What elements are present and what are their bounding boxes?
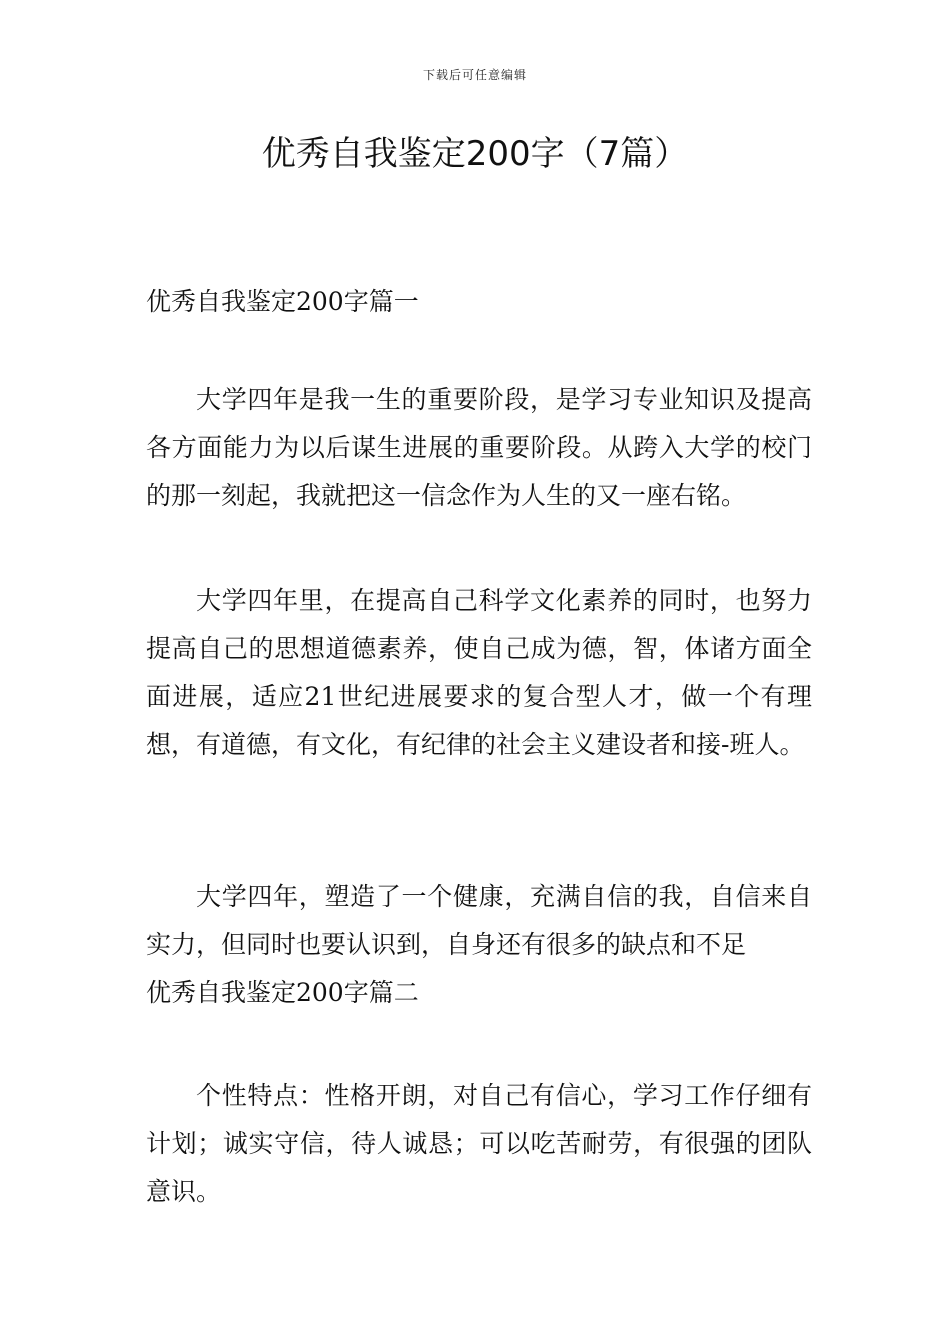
section-2-paragraph: 个性特点：性格开朗，对自己有信心，学习工作仔细有计划；诚实守信，待人诚恳；可以吃苦耐劳，有很强的团队意识。 <box>146 1081 812 1206</box>
paragraph-2: 大学四年里，在提高自己科学文化素养的同时，也努力提高自己的思想道德素养，使自己成为德，智，体诸方面全面进展，适应21世纪进展要求的复合型人才，做一个有理想，有道德，有文化，有纪律的社会主义建设者和接-班人。 <box>146 586 812 759</box>
document-title: 优秀自我鉴定200字（7篇） <box>261 134 689 174</box>
header-note: 下载后可任意编辑 <box>422 68 527 82</box>
paragraph-3: 大学四年，塑造了一个健康，充满自信的我，自信来自实力，但同时也要认识到，自身还有很多的缺点和不足 <box>146 882 812 959</box>
paragraph-3-block <box>146 873 812 1017</box>
paragraph-2-block <box>146 577 812 769</box>
section-1-title: 优秀自我鉴定200字篇一 <box>146 287 419 316</box>
section-2-title: 优秀自我鉴定200字篇二 <box>146 978 419 1007</box>
section-1-heading-block <box>146 278 812 326</box>
paragraph-1: 大学四年是我一生的重要阶段，是学习专业知识及提高各方面能力为以后谋生进展的重要阶段。从跨入大学的校门的那一刻起，我就把这一信念作为人生的又一座右铭。 <box>146 385 812 510</box>
paragraph-1-block <box>146 376 812 520</box>
section-2-paragraph-block <box>146 1072 812 1216</box>
